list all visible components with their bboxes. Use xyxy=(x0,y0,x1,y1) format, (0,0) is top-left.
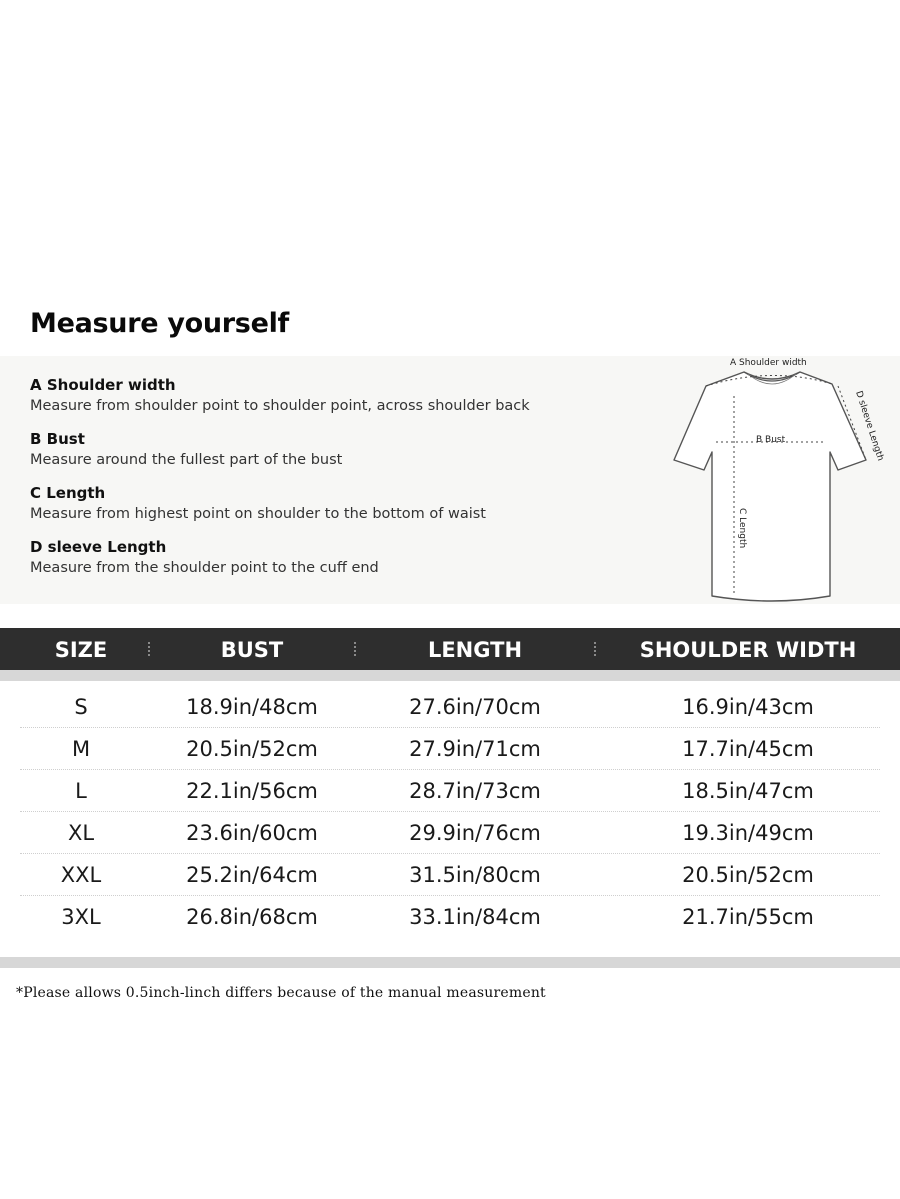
measurement-label: A Shoulder width xyxy=(30,376,176,394)
size-table-body xyxy=(0,686,900,937)
measurement-list xyxy=(30,374,530,590)
measurement-description: Measure from highest point on shoulder to the bottom of waist xyxy=(30,506,486,522)
cell-bust: 22.1in/56cm xyxy=(186,779,318,803)
table-row xyxy=(20,728,880,770)
cell-length: 28.7in/73cm xyxy=(409,779,541,803)
header-stripe xyxy=(0,670,900,681)
cell-shoulder: 18.5in/47cm xyxy=(682,779,814,803)
measurement-label: C Length xyxy=(30,484,106,502)
cell-bust: 23.6in/60cm xyxy=(186,821,318,845)
cell-bust: 26.8in/68cm xyxy=(186,905,318,929)
cell-size: L xyxy=(75,779,87,803)
header-separator xyxy=(354,642,358,656)
table-bottom-bar xyxy=(0,957,900,968)
cell-size: XXL xyxy=(60,863,102,887)
table-row xyxy=(20,812,880,854)
header-shoulder-width: SHOULDER WIDTH xyxy=(639,638,857,662)
diagram-label-length: C Length xyxy=(737,508,747,549)
header-separator xyxy=(594,642,598,656)
table-row xyxy=(20,686,880,728)
measurement-item-sleeve xyxy=(30,536,530,590)
measurement-item-shoulder xyxy=(30,374,530,428)
table-row xyxy=(20,854,880,896)
tshirt-diagram xyxy=(660,356,900,604)
measure-panel xyxy=(0,356,900,604)
diagram-label-bust: B Bust xyxy=(756,435,786,445)
cell-bust: 18.9in/48cm xyxy=(186,695,318,719)
size-table-header xyxy=(0,628,900,670)
cell-size: XL xyxy=(67,821,95,845)
page-title: Measure yourself xyxy=(30,308,289,339)
diagram-label-sleeve: D sleeve Length xyxy=(853,389,886,463)
measurement-description: Measure from the shoulder point to the cuff end xyxy=(30,560,379,576)
table-row xyxy=(20,896,880,937)
table-row xyxy=(20,770,880,812)
cell-shoulder: 21.7in/55cm xyxy=(682,905,814,929)
footnote: *Please allows 0.5inch-linch differs because of the manual measurement xyxy=(16,985,546,1001)
cell-shoulder: 17.7in/45cm xyxy=(682,737,814,761)
measurement-description: Measure from shoulder point to shoulder point, across shoulder back xyxy=(30,398,530,414)
measurement-description: Measure around the fullest part of the bust xyxy=(30,452,343,468)
cell-size: M xyxy=(71,737,91,761)
measurement-label: B Bust xyxy=(30,430,85,448)
measurement-item-bust xyxy=(30,428,530,482)
cell-length: 29.9in/76cm xyxy=(409,821,541,845)
cell-length: 27.9in/71cm xyxy=(409,737,541,761)
cell-bust: 25.2in/64cm xyxy=(186,863,318,887)
cell-shoulder: 20.5in/52cm xyxy=(682,863,814,887)
tshirt-icon xyxy=(660,356,900,604)
cell-size: 3XL xyxy=(61,905,101,929)
header-bust: BUST xyxy=(220,638,284,662)
measurement-label: D sleeve Length xyxy=(30,538,167,556)
cell-size: S xyxy=(74,695,88,719)
cell-bust: 20.5in/52cm xyxy=(186,737,318,761)
diagram-label-shoulder: A Shoulder width xyxy=(730,358,807,368)
measurement-item-length xyxy=(30,482,530,536)
cell-shoulder: 16.9in/43cm xyxy=(682,695,814,719)
header-size: SIZE xyxy=(54,638,108,662)
cell-length: 27.6in/70cm xyxy=(409,695,541,719)
cell-shoulder: 19.3in/49cm xyxy=(682,821,814,845)
header-separator xyxy=(148,642,152,656)
header-length: LENGTH xyxy=(427,638,523,662)
cell-length: 33.1in/84cm xyxy=(409,905,541,929)
cell-length: 31.5in/80cm xyxy=(409,863,541,887)
